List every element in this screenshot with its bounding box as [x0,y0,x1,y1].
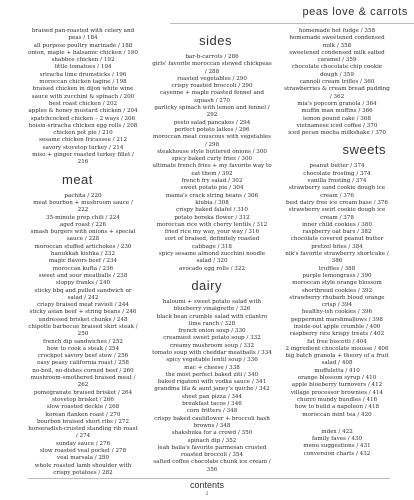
contents-entry: vanilla frosting / 374 [307,178,367,185]
contents-entry: homemade hot fudge / 358 [298,28,376,34]
contents-entry: inner child cookies / 380 [302,221,372,228]
contents-entry: mia's popcorn granola / 364 [297,100,377,107]
contents-entry: slow roasted veal pocket / 278 [39,448,127,455]
contents-label: contents [189,480,225,490]
contents-entry: index / 422 [321,428,353,435]
contents-entry: strawberry rhubarb blood orange crisp / 394 [289,294,385,309]
section-title-sides [152,28,272,54]
contents-entry: bourbon braised short ribs / 272 [36,418,130,425]
contents-entry: spicy vegetable lentil soup / 336 [166,357,258,364]
contents-entry: cayenne + maple roasted fennel and squash / 270 [160,90,264,104]
cookbook-title: peas love & carrots [302,6,408,18]
back-matter-list [284,429,390,458]
section-title-dairy-label: dairy [191,277,222,293]
contents-entry: onion, maple + balsamic chicken / 190 [28,49,138,56]
contents-column-2 [152,28,272,474]
contents-entry: undressed brisket chunks / 248 [38,316,128,323]
contents-entry: moroccan meat couscous with vegetables / 298 [152,134,272,148]
contents-entry: raspberry rice krispy treats / 402 [289,331,385,338]
contents-entry: garlicky spinach with lemon and fennel / 292 [154,105,270,119]
contents-entry: kiubia / 308 [195,199,229,206]
page-number: 2 [205,491,209,497]
contents-entry: spinach dip / 352 [187,437,237,444]
contents-entry: fried rice my way, your way / 316 [164,229,260,236]
contents-entry: crockpot savory beef stew / 256 [37,353,129,360]
contents-entry: peanut butter / 374 [309,163,365,170]
contents-entry: chocolate chocolate chip cookie dough / 359 [291,64,383,78]
contents-entry: sunday sauce / 276 [55,440,111,447]
contents-entry: big batch granola + theory of a fruit salad / 408 [285,353,389,367]
contents-entry: baked rigatoni with vodka sauce / 341 [157,379,267,386]
contents-entry: purple lemongrass / 390 [302,272,372,279]
section-title-dairy [152,273,272,299]
contents-entry: veal marsala / 280 [56,455,110,462]
contents-entry: homemade sweetened condensed milk / 358 [289,35,385,49]
contents-entry: sticky bbq and pulled sandwich or salad / 242 [34,287,132,301]
contents-entry: french onion soup / 330 [178,328,246,335]
contents-entry: chicken pot pie / 210 [53,130,113,137]
contents-entry: savory stovetop turkey / 214 [42,144,124,151]
contents-entry: korean flanken roast / 270 [45,411,121,418]
contents-entry: sort of braised, definitely roasted cabbage / 318 [164,236,260,250]
contents-entry: braised chicken in dijon white wine sauce with zucchini & spinach / 200 [31,86,135,100]
contents-entry: strawberry sand cookie dough ice cream / 376 [288,185,386,199]
contents-entry: muffuletta / 410 [314,367,360,374]
contents-entry: little tomatoes / 194 [54,64,112,71]
section-title-sweets [284,137,390,163]
contents-entry: haloumi + sweet potato salad with blueberry vinaigrette / 326 [162,298,262,313]
contents-entry: moroccan chicken tagine / 198 [39,79,127,86]
contents-entry: spicy baked curly fries / 300 [171,156,253,163]
contents-entry: orange blossom syrup / 410 [297,375,377,382]
contents-column-3 [284,28,390,458]
contents-entry: muffin man muffins / 366 [301,108,373,115]
contents-entry: family faves / 430 [311,436,363,443]
contents-entry: stovetop brisket / 266 [52,396,114,403]
section-title-meat [28,167,138,193]
contents-entry: perfect potato latkes / 296 [174,126,250,133]
contents-entry: moroccan kufta / 236 [52,265,114,272]
contents-entry: chipotle barbecue braised skirt steak / 250 [28,323,138,338]
contents-entry: hoisin-sriracha chicken egg rolls / 208 [28,122,138,129]
contents-entry: french fry salad / 302 [181,178,243,185]
contents-entry: slow roasted deckle / 268 [46,404,120,411]
contents-entry: strawberry swirl cookie dough ice cream / 378 [288,207,386,221]
contents-entry: lemon pound cake / 368 [303,115,371,122]
contents-entry: potato boreka flower / 312 [174,214,250,221]
contents-entry: bar-b-carrots / 286 [185,54,239,60]
contents-entry: pomegranate braised brisket / 264 [33,389,133,396]
contents-entry: moroccan stuffed artichokes / 230 [34,243,132,250]
contents-entry: girls' favorite moroccan stewed chickpeas / 288 [152,61,272,75]
contents-entry: black bean crumble salad with cilantro lime ranch / 328 [156,313,268,327]
contents-entry: meat bourbon + mushroom sauce / 222 [33,199,133,214]
contents-entry: crispy braised meat ravioli / 244 [37,302,129,309]
contents-entry: conversion charts / 432 [303,450,371,457]
contents-entry: cannoli cream trifles / 360 [299,79,375,86]
contents-entry: iced pecan mocha milkshake / 370 [288,130,386,137]
contents-entry: easy peasy california roast / 258 [37,360,129,367]
meat-list [28,193,138,478]
contents-entry: best roast chicken / 202 [48,100,118,107]
contents-entry: vietnamese iced coffee / 370 [296,122,378,129]
contents-entry: mushroom-smothered braised meat / 262 [30,375,136,389]
contents-entry: salted coffee chocolate chunk ice cream / 356 [153,459,271,473]
contents-entry: corn fritters / 348 [186,408,238,415]
contents-entry: creamy mushroom soup / 332 [169,342,255,349]
contents-entry: churro mundy bundles / 416 [296,396,378,403]
contents-entry: 35-minute prep chili / 224 [46,214,120,221]
contents-entry: ultimate french fries + my favorite way to eat them / 302 [152,163,272,177]
contents-entry: moroccan rice with cherry lentils / 312 [156,221,268,228]
contents-entry: apples & honey mustard chicken / 204 [28,108,138,115]
contents-entry: shabbos chicken / 192 [51,57,115,64]
contents-entry: the most perfect baked ziti / 340 [165,371,259,378]
contents-entry: 2 ingredient chocolate mousse / 406 [285,345,389,352]
contents-entry: tomato soup with cheddar meatballs / 334 [152,349,272,356]
contents-entry: truffles / 388 [318,265,356,272]
contents-entry: crispy roasted broccoli / 290 [171,83,253,90]
contents-entry: smash burgers with onions + special sauce / 228 [30,229,136,243]
contents-entry: peppermint marshmallows / 398 [291,316,383,323]
contents-entry: inside-out apple crumble / 400 [293,323,381,330]
contents-entry: french dip sandwiches / 252 [43,338,123,345]
contents-entry: fat free biscotti / 404 [307,338,367,345]
contents-entry: sriracha lime drumsticks / 196 [39,71,127,78]
contents-entry: strawberries & cream bread pudding / 362 [284,86,390,100]
contents-entry: sesame chicken fricassee / 212 [39,137,127,144]
contents-entry: crispy baked falafel / 310 [176,207,248,214]
contents-entry: creamiest sweet potato soup / 332 [163,335,261,342]
contents-entry: sweet potato pie / 304 [180,185,244,192]
contents-entry: aged roast / 226 [59,221,107,228]
contents-entry: healthy-ish cookies / 396 [301,309,373,316]
contents-entry: crispy baked cauliflower + broccoli hash browns / 348 [154,415,270,429]
page-header [170,2,414,24]
contents-entry: sloppy franks / 240 [55,280,111,287]
contents-entry: how to build a napoleon / 418 [294,404,380,411]
page-footer [0,474,414,500]
section-title-sides-label: sides [199,33,232,48]
sweets-list [284,163,390,418]
contents-entry: sheet pan pizza / 344 [181,393,243,400]
dairy-list [152,299,272,474]
contents-entry: whole roasted lamb shoulder with crispy potatoes / 282 [34,462,132,476]
contents-entry: leah baila's favorite parmesan crusted roasted broccoli / 354 [157,444,267,459]
contents-entry: shakshuka for a crowd / 350 [171,430,253,437]
contents-entry: menu suggestions / 431 [303,443,371,450]
contents-entry: steakhouse style buttered onions / 300 [157,148,267,155]
contents-entry: avocado egg rolls / 322 [179,265,245,272]
contents-entry: raspberry oat bars / 382 [302,229,372,236]
poultry-list [28,28,138,167]
contents-entry: magic flavors beef / 234 [48,258,118,265]
contents-entry: best dairy free ice cream base / 376 [285,199,388,206]
contents-entry: sticky asian beef + string beans / 246 [29,309,137,316]
contents-entry: roasted vegetables / 290 [177,75,247,82]
contents-entry: all purpose poultry marinade / 188 [33,42,133,49]
contents-entry: hanukkah kishka / 232 [50,251,116,258]
contents-entry: horseradish-crusted standing rib roast / 274 [28,426,138,440]
contents-entry: chocolate frosting / 374 [303,170,371,177]
contents-entry: mac + cheese / 338 [184,364,240,371]
contents-entry: moroccan style orange blossom shortbread cookies / 392 [292,280,382,294]
contents-entry: chocolate covered peanut butter pretzel bites / 384 [290,236,384,250]
contents-entry: sweet and sour meatballs / 238 [38,272,128,279]
contents-entry: how to cook a steak / 254 [46,345,120,352]
contents-entry: breakfast tacos / 346 [182,401,242,408]
pantry-list [284,28,390,137]
sides-list [152,54,272,273]
contents-entry: no-boil, no-dishes corned beef / 260 [32,367,134,374]
section-title-sweets-label: sweets [342,142,386,158]
contents-entry: grandma lila & aunt janey's quiche / 342 [154,386,270,393]
contents-entry: braised pan-roasted with celery and peas / 184 [31,28,135,42]
contents-entry: miso + ginger roasted turkey fillet / 216 [32,152,134,166]
contents-entry: mama's crack string beans / 306 [165,192,259,199]
contents-entry: spatchcocked chicken – 2 ways / 206 [30,115,136,122]
section-title-meat-label: meat [62,171,93,187]
footer-rule [28,478,390,479]
contents-entry: apple blueberry turnovers / 412 [291,382,383,389]
contents-entry: nik's favorite strawberry shortcake / 386 [285,251,389,265]
contents-entry: village processor brownies / 414 [290,389,384,396]
contents-entry: spicy sesame almond zucchini noodle salad / 320 [158,251,266,265]
contents-entry: pachita / 220 [64,192,102,199]
contents-entry: pesto salad pancakes / 294 [173,119,251,126]
contents-entry: sweetened condensed milk salted caramel / 359 [289,49,385,64]
contents-column-1 [28,28,138,477]
contents-entry: moroccan mint tea / 420 [302,411,372,418]
